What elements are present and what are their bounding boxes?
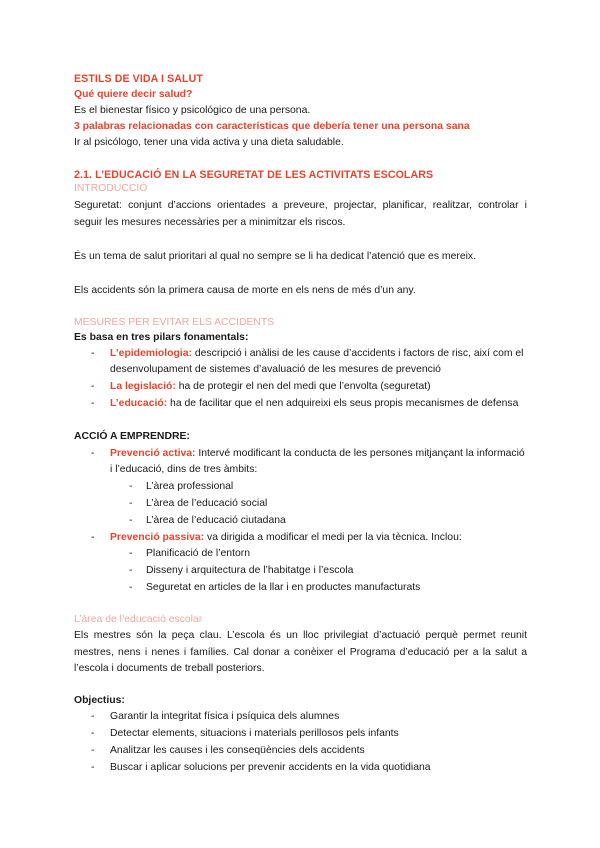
objective-item: Analitzar les causes i les conseqüències dels accidents <box>110 745 365 756</box>
sub-list-item: Disseny i arquitectura de l’habitatge i l’escola <box>146 565 354 576</box>
list-item-prevencio-passiva <box>110 531 462 545</box>
sub-list-item: Planificació de l’entorn <box>146 548 250 559</box>
sub-list-item: L’àrea de l’educació ciutadana <box>146 515 286 526</box>
intro-paragraph-line: seguir les mesures necessàries per a minimitzar els riscos. <box>74 217 346 228</box>
list-bullet: - <box>91 448 95 459</box>
list-bullet: - <box>91 711 95 722</box>
action-heading: ACCIÓ A EMPRENDRE: <box>74 431 190 442</box>
intro-paragraph: És un tema de salut prioritari al qual no sempre se li ha dedicat l’atenció que es mereix. <box>74 251 476 262</box>
sub-list-item: Seguretat en articles de la llar i en productes manufacturats <box>146 582 421 593</box>
list-item-educacio <box>110 397 518 411</box>
list-bullet: - <box>129 548 133 559</box>
list-bullet: - <box>91 728 95 739</box>
intro-heading: INTRODUCCIÓ <box>74 183 148 194</box>
objectives-heading: Objectius: <box>74 695 125 706</box>
item-label: Prevenció passiva: <box>110 532 205 543</box>
item-text: ha de facilitar que el nen adquireixi els seus propis mecanismes de defensa <box>167 398 519 409</box>
school-paragraph-line: l’escola i documents de treball posteriors. <box>74 663 265 674</box>
list-bullet: - <box>129 515 133 526</box>
list-bullet: - <box>129 582 133 593</box>
question-salud: Qué quiere decir salud? <box>74 89 193 100</box>
item-text: ha de protegir el nen del medi que l’envolta (seguretat) <box>175 381 431 392</box>
list-bullet: - <box>91 762 95 773</box>
item-text: Intervé modificant la conducta de les persones mitjançant la informació <box>195 448 525 459</box>
list-item-prevencio-activa <box>110 447 525 461</box>
list-bullet: - <box>129 498 133 509</box>
sub-list-item: L’àrea professional <box>146 481 234 492</box>
item-label: L’educació: <box>110 398 168 409</box>
school-heading: L’àrea de l’educació escolar <box>74 614 203 625</box>
measures-heading: MESURES PER EVITAR ELS ACCIDENTS <box>74 317 275 328</box>
sub-list-item: L’àrea de l’educació social <box>146 498 268 509</box>
list-item-continuation: i l’educació, dins de tres àmbits: <box>110 464 258 475</box>
intro-paragraph-line: Seguretat: conjunt d’accions orientades a preveure, projectar, planificar, realitzar, controlar i <box>74 200 527 211</box>
list-bullet: - <box>91 381 95 392</box>
measures-subheading: Es basa en tres pilars fonamentals: <box>74 332 249 343</box>
objective-item: Garantir la integritat física i psíquica dels alumnes <box>110 711 340 722</box>
list-bullet: - <box>91 532 95 543</box>
list-bullet: - <box>91 348 95 359</box>
item-label: L’epidemiologia: <box>110 348 192 359</box>
list-bullet: - <box>91 398 95 409</box>
answer-palabras: Ir al psicólogo, tener una vida activa y una dieta saludable. <box>74 137 344 148</box>
objective-item: Buscar i aplicar solucions per prevenir accidents en la vida quotidiana <box>110 762 431 773</box>
section-title-educacio: 2.1. L’EDUCACIÓ EN LA SEGURETAT DE LES ACTIVITATS ESCOLARS <box>74 169 434 181</box>
list-item-epidemiologia <box>110 347 523 361</box>
list-item-continuation: desenvolupament de sistemes d’avaluació de les mesures de prevenció <box>110 364 441 375</box>
list-item-legislacio <box>110 380 431 394</box>
list-bullet: - <box>129 481 133 492</box>
item-label: Prevenció activa: <box>110 448 196 459</box>
item-label: La legislació: <box>110 381 176 392</box>
question-palabras: 3 palabras relacionadas con características que debería tener una persona sana <box>74 121 470 132</box>
item-text: descripció i anàlisi de les cause d’accidents i factors de risc, així com el <box>191 348 524 359</box>
intro-paragraph: Els accidents són la primera causa de morte en els nens de més d’un any. <box>74 285 416 296</box>
school-paragraph-line: Els mestres són la peça clau. L’escola és un lloc privilegiat d’actuació perquè permet reunit <box>74 630 527 641</box>
answer-salud: Es el bienestar físico y psicológico de una persona. <box>74 105 311 116</box>
item-text: va dirigida a modificar el medi per la via tècnica. Inclou: <box>204 532 462 543</box>
list-bullet: - <box>91 745 95 756</box>
objective-item: Detectar elements, situacions i materials perillosos pels infants <box>110 728 399 739</box>
school-paragraph-line: mestres, nens i nenes i famílies. Cal donar a conèixer el Programa d’educació per a la salut a <box>74 647 527 658</box>
list-bullet: - <box>129 565 133 576</box>
section-title-estils: ESTILS DE VIDA I SALUT <box>74 73 203 85</box>
